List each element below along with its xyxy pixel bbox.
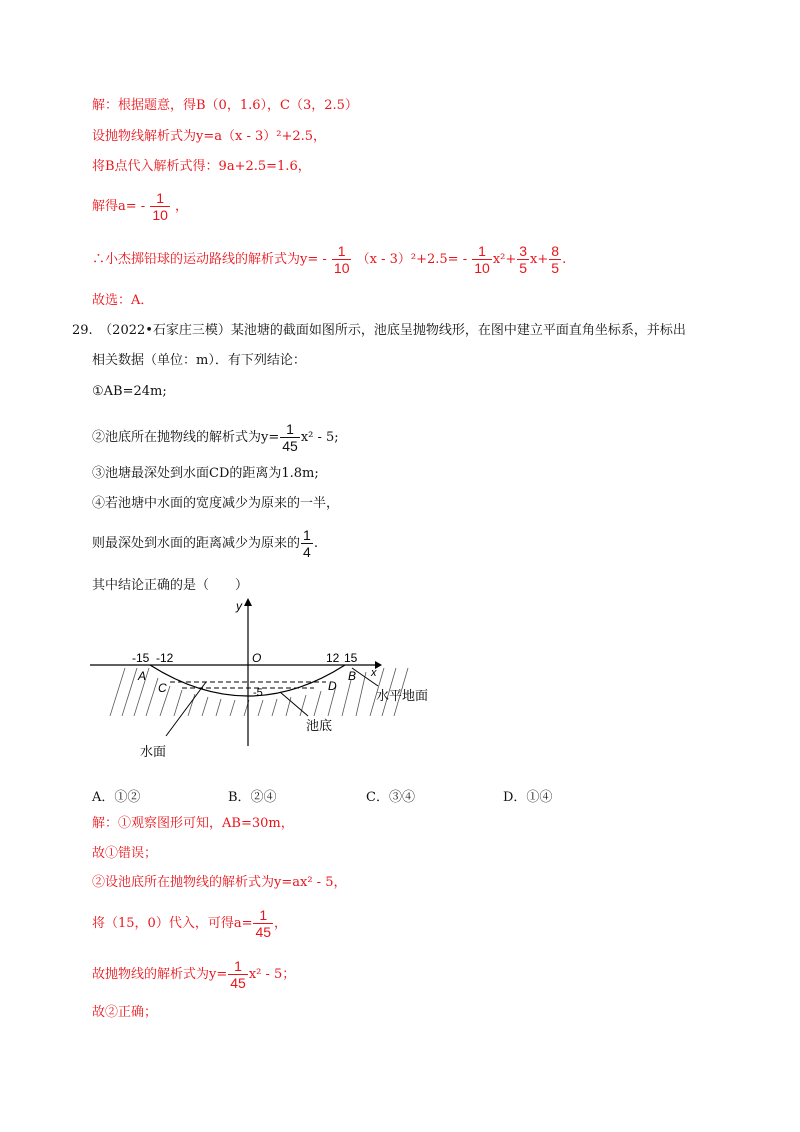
solution2-line4 (92, 904, 287, 944)
fraction: $\frac{1}{10}$ (333, 243, 350, 276)
solution1-line5-x2: x²+ (492, 252, 517, 267)
tick-15: 15 (344, 651, 358, 665)
solution2-line5-pre: 故抛物线的解析式为y= (92, 967, 228, 982)
option-a[interactable]: A．①② (92, 790, 141, 805)
point-b-label: B (348, 669, 357, 683)
solution1-line5-end: . (562, 252, 567, 267)
tick-minus-15: -15 (132, 651, 150, 665)
option-d[interactable]: D．①④ (503, 790, 553, 805)
water-pointer-line (166, 682, 206, 736)
fraction: $\frac{1}{10}$ (474, 243, 490, 276)
option-c[interactable]: C．③④ (366, 790, 415, 805)
tick-minus-12: -12 (156, 651, 174, 665)
solution1-line5-pre: ∴小杰掷铅球的运动路线的解析式为y= - (92, 252, 327, 267)
solution2-line5 (92, 955, 295, 995)
conclusion-2-post: x² - 5; (300, 430, 339, 445)
fraction: $\frac{3}{5}$ (519, 243, 528, 276)
tick-12: 12 (326, 651, 340, 665)
point-d-label: D (328, 679, 337, 693)
conclusion-5-pre: 则最深处到水面的距离减少为原来的 (92, 536, 301, 551)
solution1-line1: 解：根据题意，得B（0，1.6），C（3，2.5） (92, 98, 358, 113)
conclusion-2-pre: ②池底所在抛物线的解析式为y= (92, 430, 280, 445)
y-axis-arrow-icon (244, 598, 252, 606)
conclusion-5-post: . (313, 536, 318, 551)
ground-label: 水平地面 (376, 688, 429, 703)
tick-minus-5: -5 (253, 687, 263, 699)
x-axis-label: x (371, 667, 377, 679)
solution1-line2: 设抛物线解析式为y=a（x - 3）²+2.5， (92, 129, 327, 144)
solution1-line5-x: x+ (530, 252, 549, 267)
solution1-line4 (92, 188, 188, 226)
fraction: $\frac{1}{45}$ (230, 958, 246, 991)
fraction: $\frac{1}{10}$ (152, 190, 168, 223)
conclusion-2 (92, 418, 339, 458)
conclusion-5 (92, 524, 318, 564)
solution1-line4-post: ， (175, 199, 189, 214)
solution1-line5 (92, 240, 566, 280)
fraction: $\frac{1}{45}$ (255, 907, 272, 940)
solution1-line3: 将B点代入解析式得：9a+2.5=1.6， (92, 159, 311, 174)
solution2-line6: 故②正确； (92, 1005, 158, 1020)
pond-bottom-label: 池底 (306, 718, 333, 733)
fraction: $\frac{1}{4}$ (303, 527, 311, 560)
solution1-line4-pre: 解得a= - (92, 199, 146, 214)
conclusion-4: ④若池塘中水面的宽度减少为原来的一半， (92, 496, 340, 511)
conclusion-3: ③池塘最深处到水面CD的距离为1.8m; (92, 466, 319, 481)
pond-figure (90, 596, 440, 766)
origin-label: O (252, 651, 262, 665)
question-line1: 29. （2022•石家庄三模）某池塘的截面如图所示，池底呈抛物线形，在图中建立平面直角坐标系，并标出 (72, 323, 686, 338)
solution2-line5-post: x² - 5； (248, 967, 296, 982)
fraction: $\frac{1}{45}$ (282, 421, 298, 454)
point-c-label: C (158, 681, 167, 695)
water-label: 水面 (140, 744, 167, 759)
y-axis-label: y (236, 599, 242, 613)
fraction: $\frac{8}{5}$ (551, 243, 560, 276)
solution2-line3: ②设池底所在抛物线的解析式为y=ax² - 5， (92, 875, 347, 890)
solution2-line1: 解：①观察图形可知，AB=30m， (92, 816, 294, 831)
question-ask: 其中结论正确的是（ ） (92, 578, 249, 593)
solution2-line2: 故①错误； (92, 846, 158, 861)
solution2-line4-pre: 将（15，0）代入，可得a= (92, 916, 253, 931)
solution1-line6: 故选：A． (92, 293, 154, 308)
solution2-line4-post: ， (274, 916, 288, 931)
solution1-line5-mid: （x - 3）²+2.5= - (356, 252, 468, 267)
conclusion-1: ①AB=24m; (92, 384, 167, 399)
point-a-label: A (138, 669, 147, 683)
question-line2: 相关数据（单位：m）．有下列结论： (92, 353, 306, 368)
option-b[interactable]: B．②④ (228, 790, 277, 805)
